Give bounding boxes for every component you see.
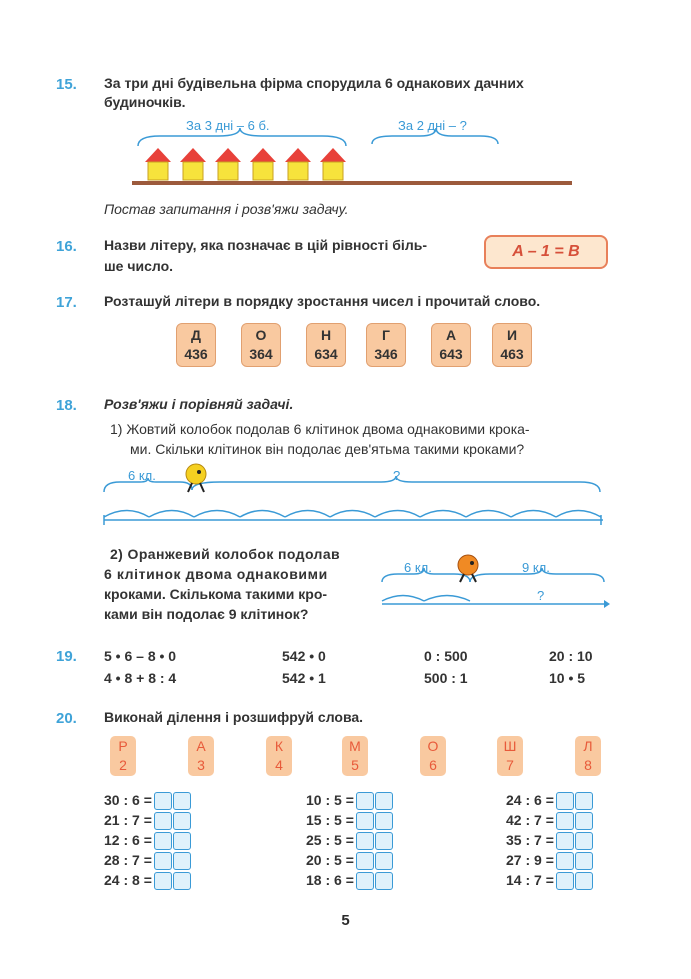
division-row: 24 : 8 = (104, 872, 192, 890)
task-15-label-left: За 3 дні – 6 б. (186, 118, 270, 133)
expression: 20 : 10 (549, 648, 593, 664)
division-row: 35 : 7 = (506, 832, 594, 850)
step-arc (424, 596, 470, 602)
answer-boxes[interactable] (556, 832, 594, 850)
code-tile: О 6 (420, 736, 446, 776)
division-row: 30 : 6 = (104, 792, 192, 810)
task-18-p1-label-left: 6 кл. (128, 468, 156, 483)
brace-question (192, 476, 600, 492)
expression: 10 • 5 (549, 670, 586, 686)
task-20-text: Виконай ділення і розшифруй слова. (104, 709, 364, 725)
task-15-number: 15. (56, 76, 77, 93)
task-18-number: 18. (56, 397, 77, 414)
answer-boxes[interactable] (356, 832, 394, 850)
task-15-label-right: За 2 дні – ? (398, 118, 467, 133)
division-row: 20 : 5 = (306, 852, 394, 870)
division-row: 14 : 7 = (506, 872, 594, 890)
answer-boxes[interactable] (356, 872, 394, 890)
letter-tile: О 364 (241, 323, 281, 367)
answer-boxes[interactable] (154, 792, 192, 810)
answer-boxes[interactable] (556, 872, 594, 890)
code-tile: Р 2 (110, 736, 136, 776)
code-tile: Ш 7 (497, 736, 523, 776)
step-arcs (104, 511, 601, 518)
expression: 542 • 0 (282, 648, 326, 664)
answer-boxes[interactable] (356, 852, 394, 870)
house (320, 148, 346, 180)
task-19-number: 19. (56, 648, 77, 665)
letter-tile: А 643 (431, 323, 471, 367)
house (285, 148, 311, 180)
expression: 500 : 1 (424, 670, 468, 686)
expression: 4 • 8 + 8 : 4 (104, 670, 177, 686)
task-18-p2-label-question: ? (537, 588, 545, 603)
brace-right (372, 128, 498, 144)
task-18-p1-diagram (100, 460, 610, 530)
brace-6 (104, 478, 192, 492)
task-17-number: 17. (56, 294, 77, 311)
brace-left (138, 128, 346, 146)
answer-boxes[interactable] (154, 852, 192, 870)
task-16-equation: A – 1 = B (484, 235, 608, 269)
division-row: 42 : 7 = (506, 812, 594, 830)
step-arc (382, 596, 424, 602)
letter-tile: И 463 (492, 323, 532, 367)
yellow-kolobok-icon (186, 464, 206, 492)
task-18-title: Розв'яжи і порівняй задачі. (104, 396, 294, 412)
house (180, 148, 206, 180)
task-15-text-line2: будиночків. (104, 94, 186, 110)
task-18-p2-label-left: 6 кл. (404, 560, 432, 575)
task-18-p2-line1: 2) Оранжевий колобок подолав (110, 546, 341, 562)
answer-boxes[interactable] (154, 812, 192, 830)
task-18-p2-line3: кроками. Скількома такими кро- (104, 586, 328, 602)
arrow-head (604, 600, 610, 608)
letter-tile: Н 634 (306, 323, 346, 367)
brace-9 (470, 568, 604, 582)
letter-tile: Д 436 (176, 323, 216, 367)
task-18-p2-line4: ками він подолає 9 клітинок? (104, 606, 309, 622)
task-15-houses-diagram (100, 128, 580, 190)
task-18-p2-diagram (378, 552, 610, 612)
expression: 0 : 500 (424, 648, 468, 664)
answer-boxes[interactable] (154, 832, 192, 850)
task-18-p2-label-right: 9 кл. (522, 560, 550, 575)
task-18-p2-line2: 6 клітинок двома однаковими (104, 566, 328, 582)
house (250, 148, 276, 180)
page-number: 5 (341, 912, 350, 929)
task-16-text-line2: ше число. (104, 258, 174, 274)
code-tile: А 3 (188, 736, 214, 776)
task-16-number: 16. (56, 238, 77, 255)
expression: 542 • 1 (282, 670, 326, 686)
division-row: 21 : 7 = (104, 812, 192, 830)
division-row: 25 : 5 = (306, 832, 394, 850)
answer-boxes[interactable] (556, 812, 594, 830)
task-15-text-line1: За три дні будівельна фірма спорудила 6 однакових дачних (104, 75, 524, 91)
task-16-text-line1: Назви літеру, яка позначає в цій рівності біль- (104, 237, 427, 253)
task-20-number: 20. (56, 710, 77, 727)
code-tile: К 4 (266, 736, 292, 776)
task-18-p1-line1: 1) Жовтий колобок подолав 6 клітинок двома однаковими крока- (110, 421, 530, 437)
expression: 5 • 6 – 8 • 0 (104, 648, 177, 664)
division-row: 18 : 6 = (306, 872, 394, 890)
house (145, 148, 171, 180)
letter-tile: Г 346 (366, 323, 406, 367)
answer-boxes[interactable] (154, 872, 192, 890)
division-row: 24 : 6 = (506, 792, 594, 810)
division-row: 27 : 9 = (506, 852, 594, 870)
house (215, 148, 241, 180)
code-tile: Л 8 (575, 736, 601, 776)
answer-boxes[interactable] (356, 812, 394, 830)
division-row: 15 : 5 = (306, 812, 394, 830)
division-row: 28 : 7 = (104, 852, 192, 870)
ground-line (132, 181, 572, 185)
division-row: 10 : 5 = (306, 792, 394, 810)
task-18-p1-line2: ми. Скільки клітинок він подолає дев'ятьма такими кроками? (130, 441, 525, 457)
answer-boxes[interactable] (356, 792, 394, 810)
brace-6 (382, 568, 470, 582)
task-18-p1-label-right: ? (393, 468, 401, 483)
division-row: 12 : 6 = (104, 832, 192, 850)
answer-boxes[interactable] (556, 792, 594, 810)
task-15-question: Постав запитання і розв'яжи задачу. (104, 201, 349, 217)
answer-boxes[interactable] (556, 852, 594, 870)
task-17-text: Розташуй літери в порядку зростання чисел і прочитай слово. (104, 293, 541, 309)
code-tile: М 5 (342, 736, 368, 776)
